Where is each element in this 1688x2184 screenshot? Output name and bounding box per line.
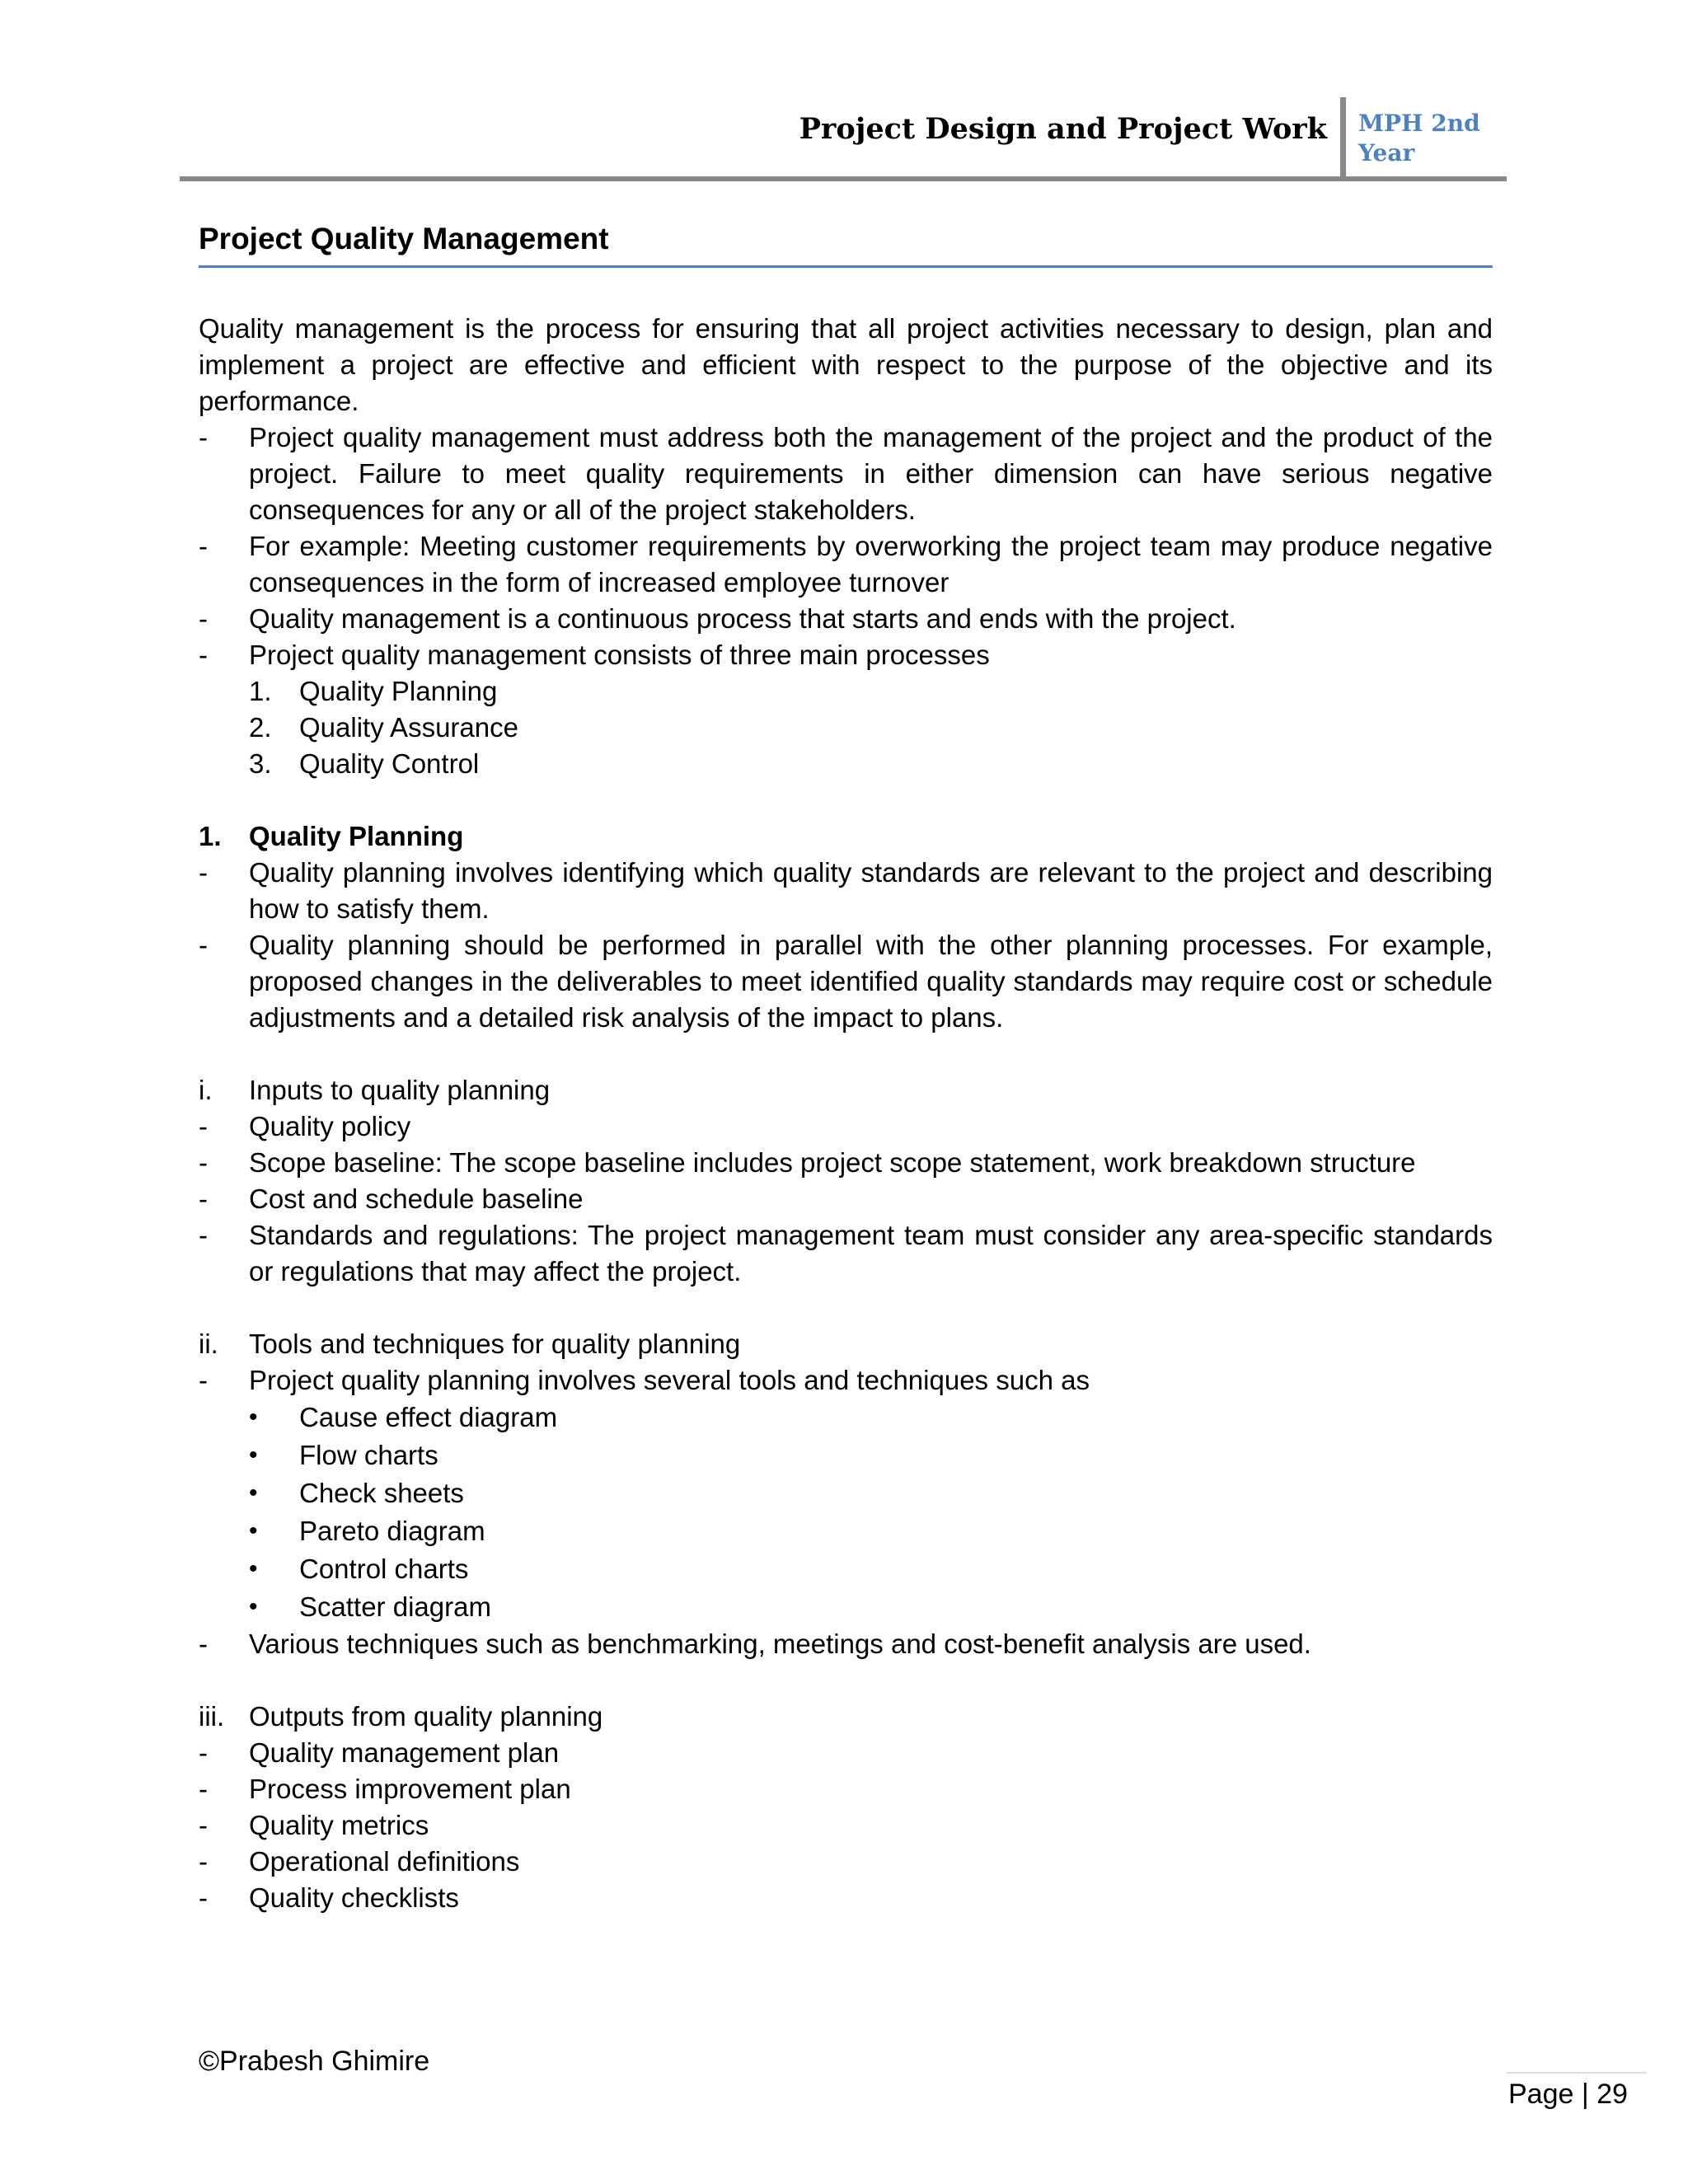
section-rule (199, 265, 1493, 268)
tool-item: • Pareto diagram (249, 1512, 1493, 1550)
process-item: 2. Quality Assurance (249, 712, 518, 743)
intro-paragraph: Quality management is the process for ensuring that all project activities necessary to design, plan and implement a project are effective and efficient with respect to the purpose of the objective and its performance. (199, 313, 1493, 416)
tool-item: • Flow charts (249, 1436, 1493, 1474)
list-item: - Quality management is a continuous process that starts and ends with the project. (199, 603, 1236, 634)
process-item: 1. Quality Planning (249, 676, 498, 706)
tool-item: • Control charts (249, 1550, 1493, 1588)
tool-item: • Check sheets (249, 1474, 1493, 1512)
section-title: Project Quality Management (199, 222, 609, 255)
list-item: - Process improvement plan (199, 1774, 571, 1804)
process-item: 3. Quality Control (249, 748, 480, 779)
list-item: - Project quality management consists of three main processes (199, 640, 990, 670)
tool-item: • Scatter diagram (249, 1588, 1493, 1626)
list-item: - Scope baseline: The scope baseline includes project scope statement, work breakdown structure (199, 1147, 1416, 1178)
list-item: - For example: Meeting customer requirements by overworking the project team may produce negative consequences in the form of increased employee turnover (199, 531, 1493, 598)
list-item: - Quality management plan (199, 1737, 560, 1768)
bullet-icon: • (249, 1441, 258, 1469)
tool-item: • Cause effect diagram (249, 1399, 1493, 1436)
page-header (180, 97, 1507, 183)
tools-heading: ii. Tools and techniques for quality planning (199, 1329, 741, 1359)
list-item: - Quality checklists (199, 1882, 459, 1913)
list-item: - Quality planning involves identifying which quality standards are relevant to the project and describing how to satisfy them. (199, 857, 1493, 924)
bullet-icon: • (249, 1479, 258, 1507)
list-item: - Project quality management must address both the management of the project and the product of the project. Failure to meet quality requirements in either dimension can have serious negative consequences for any or all of the project stakeholders. (199, 422, 1493, 525)
list-item: - Quality policy (199, 1111, 411, 1141)
list-item: - Project quality planning involves several tools and techniques such as (199, 1365, 1090, 1395)
footer-author: ©Prabesh Ghimire (199, 2046, 430, 2077)
list-item: - Quality metrics (199, 1810, 429, 1840)
list-item: - Cost and schedule baseline (199, 1183, 584, 1214)
list-item: - Various techniques such as benchmarking, meetings and cost-benefit analysis are used. (199, 1629, 1311, 1659)
header-separator (1340, 97, 1346, 180)
bullet-icon: • (249, 1517, 258, 1544)
header-title: Project Design and Project Work (799, 112, 1327, 146)
page-number: Page | 29 (1508, 2079, 1628, 2110)
bullet-icon: • (249, 1555, 258, 1582)
header-rule (180, 176, 1507, 181)
list-item: - Operational definitions (199, 1846, 520, 1877)
page-content (199, 214, 1493, 1916)
list-item: - Standards and regulations: The project management team must consider any area-specific standards or regulations that may affect the project. (199, 1220, 1493, 1286)
quality-planning-heading: 1. Quality Planning (199, 821, 464, 851)
outputs-heading: iii. Outputs from quality planning (199, 1701, 603, 1732)
header-year: MPH 2nd Year (1358, 110, 1480, 166)
bullet-icon: • (249, 1593, 258, 1620)
bullet-icon: • (249, 1404, 258, 1431)
list-item: - Quality planning should be performed in parallel with the other planning processes. For example, proposed changes in the deliverables to meet identified quality standards may require cost or schedule adjustments and a detailed risk analysis of the impact to plans. (199, 930, 1493, 1033)
inputs-heading: i. Inputs to quality planning (199, 1075, 551, 1105)
footer-rule (1507, 2072, 1647, 2074)
